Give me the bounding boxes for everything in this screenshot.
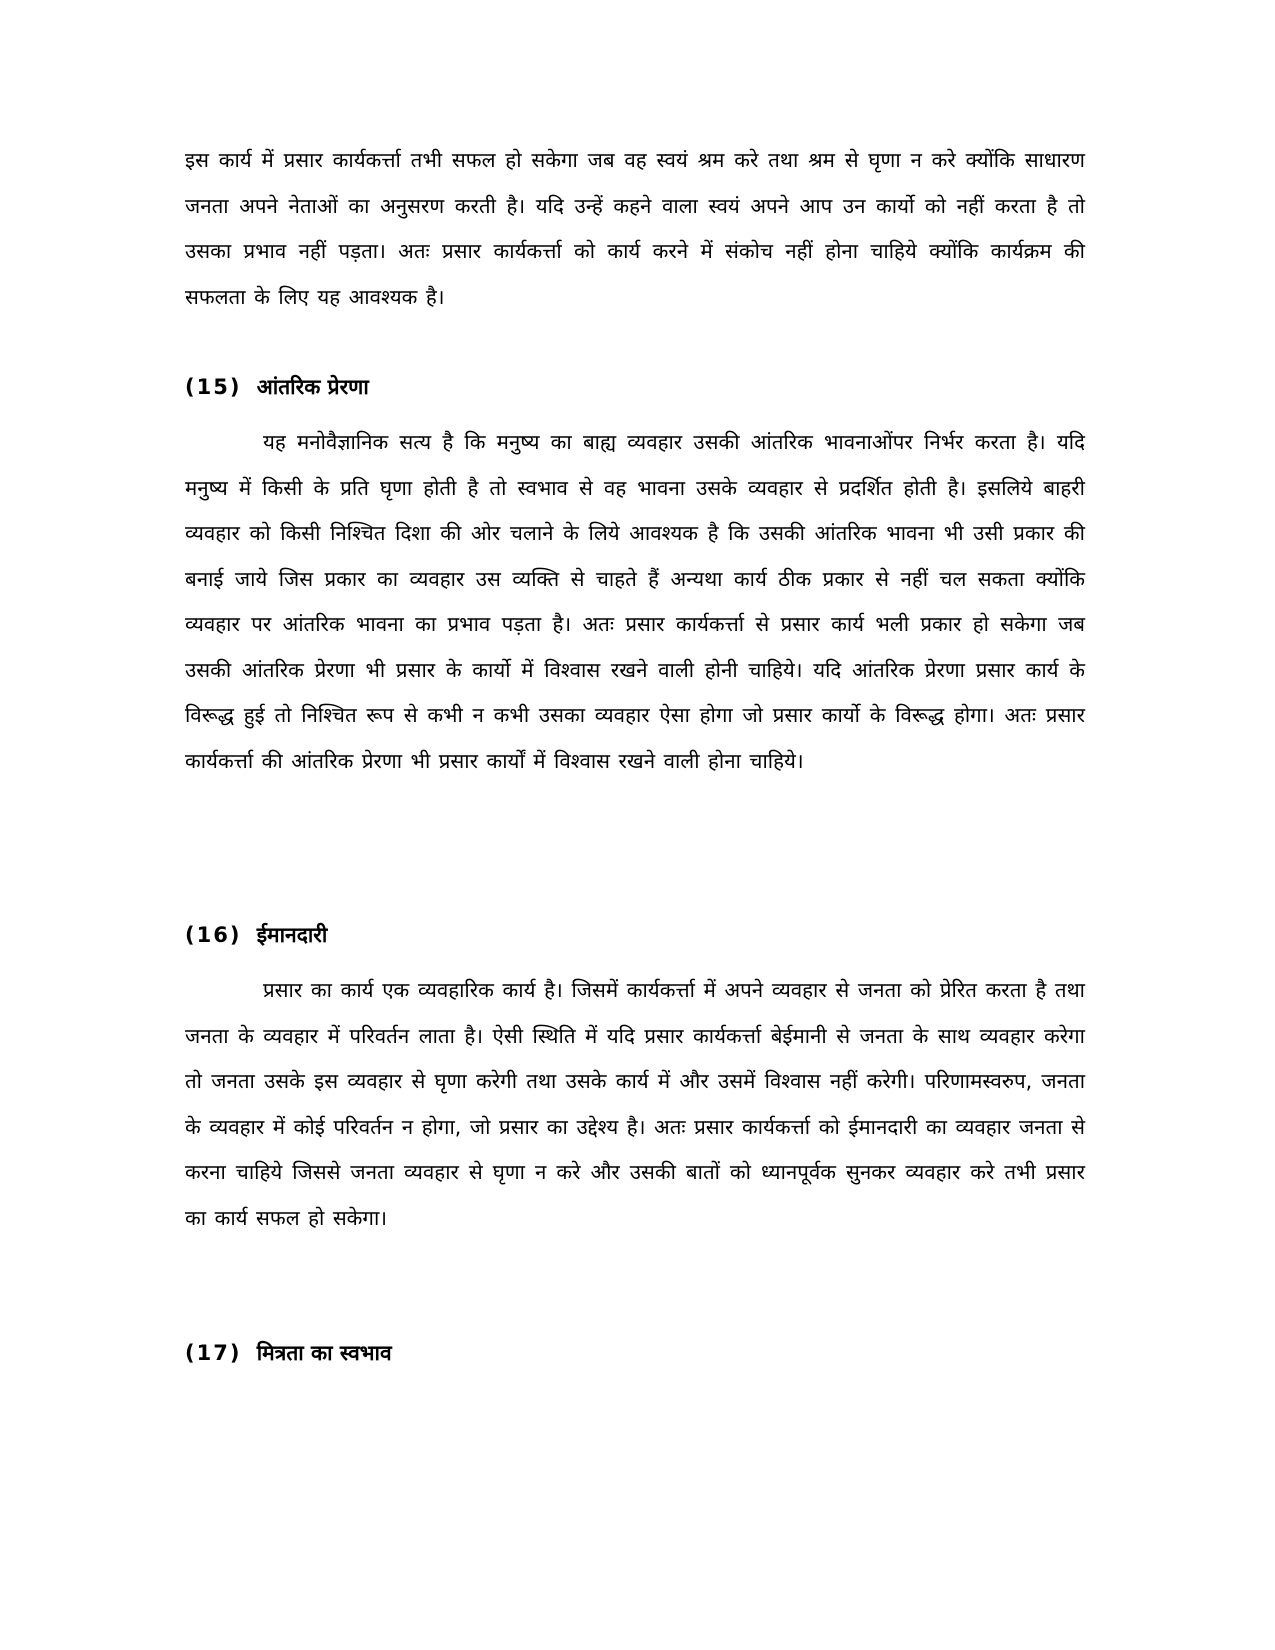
section-heading-16 [185, 920, 327, 950]
paragraph-intro: इस कार्य में प्रसार कार्यकर्त्ता तभी सफल हो सकेगा जब वह स्वयं श्रम करे तथा श्रम से घृणा न करे क्योंकि साधारण जनता अपने नेताओं का अनुसरण करती है। यदि उन्हें कहने वाला स्वयं अपने आप उन कार्यो को नहीं करता है तो उसका प्रभाव नहीं पड़ता। अतः प्रसार कार्यकर्त्ता को कार्य करने में संकोच नहीं होना चाहिये क्योंकि कार्यक्रम की सफलता के लिए यह आवश्यक है। [185, 148, 1085, 309]
paragraph-inner-motivation: यह मनोवैज्ञानिक सत्य है कि मनुष्य का बाह्य व्यवहार उसकी आंतरिक भावनाओंपर निर्भर करता है। यदि मनुष्य में किसी के प्रति घृणा होती है तो स्वभाव से वह भावना उसके व्यवहार से प्रदर्शित होती है। इसलिये बाहरी व्यवहार को किसी निश्चित दिशा की ओर चलाने के लिये आवश्यक है कि उसकी आंतरिक भावना भी उसी प्रकार की बनाई जाये जिस प्रकार का व्यवहार उस व्यक्ति से चाहते हैं अन्यथा कार्य ठीक प्रकार से नहीं चल सकता क्योंकि व्यवहार पर आंतरिक भावना का प्रभाव पड़ता है। अतः प्रसार कार्यकर्त्ता से प्रसार कार्य भली प्रकार हो सकेगा जब उसकी आंतरिक प्रेरणा भी प्रसार के कार्यो में विश्वास रखने वाली होनी चाहिये। यदि आंतरिक प्रेरणा प्रसार कार्य के विरूद्ध हुई तो निश्चित रूप से कभी न कभी उसका व्यवहार ऐसा होगा जो प्रसार कार्यो के विरूद्ध होगा। अतः प्रसार कार्यकर्त्ता की आंतरिक प्रेरणा भी प्रसार कार्यों में विश्वास रखने वाली होना चाहिये। [185, 430, 1085, 773]
section-title: आंतरिक प्रेरणा [256, 375, 369, 399]
section-title: ईमानदारी [256, 923, 328, 947]
paragraph-honesty: प्रसार का कार्य एक व्यवहारिक कार्य है। जिसमें कार्यकर्त्ता में अपने व्यवहार से जनता को प्रेरित करता है तथा जनता के व्यवहार में परिवर्तन लाता है। ऐसी स्थिति में यदि प्रसार कार्यकर्त्ता बेईमानी से जनता के साथ व्यवहार करेगा तो जनता उसके इस व्यवहार से घृणा करेगी तथा उसके कार्य में और उसमें विश्वास नहीं करेगी। परिणामस्वरुप, जनता के व्यवहार में कोई परिवर्तन न होगा, जो प्रसार का उद्देश्य है। अतः प्रसार कार्यकर्त्ता को ईमानदारी का व्यवहार जनता से करना चाहिये जिससे जनता व्यवहार से घृणा न करे और उसकी बातों को ध्यानपूर्वक सुनकर व्यवहार करे तभी प्रसार का कार्य सफल हो सकेगा। [185, 978, 1085, 1230]
section-number: (16) [185, 923, 242, 947]
section-number: (17) [185, 1341, 242, 1365]
section-number: (15) [185, 375, 242, 399]
section-heading-15 [185, 372, 369, 402]
section-title: मित्रता का स्वभाव [256, 1341, 392, 1365]
section-heading-17 [185, 1338, 392, 1368]
